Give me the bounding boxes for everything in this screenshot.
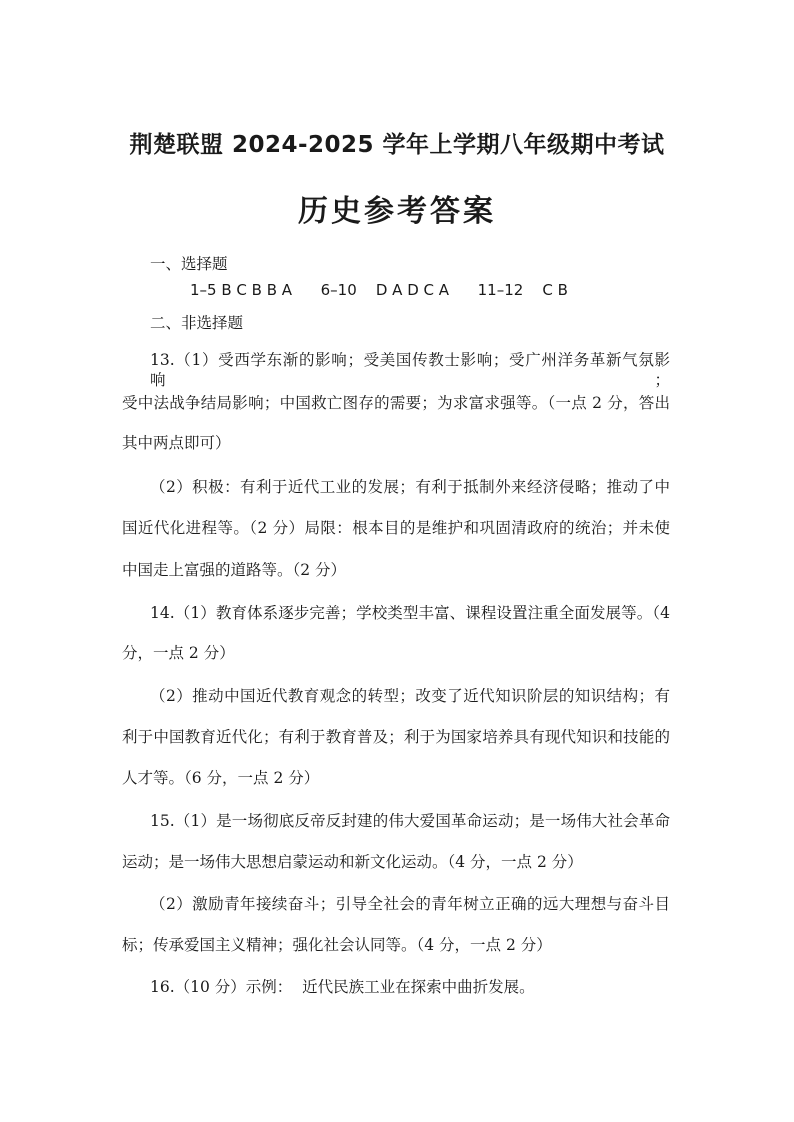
q14-part1-line1: 14.（1）教育体系逐步完善；学校类型丰富、课程设置注重全面发展等。（4 — [150, 604, 670, 622]
q13-part1-line1: 13.（1）受西学东渐的影响；受美国传教士影响；受广州洋务革新气氛影响； — [150, 351, 670, 389]
q16-line: 16.（10 分）示例： 近代民族工业在探索中曲折发展。 — [150, 978, 535, 996]
section-heading-choice: 一、选择题 — [150, 255, 228, 273]
q13-part2-line3: 中国走上富强的道路等。（2 分） — [122, 561, 347, 579]
q15-part1-line2: 运动；是一场伟大思想启蒙运动和新文化运动。（4 分，一点 2 分） — [122, 853, 583, 871]
q14-part2-line2: 利于中国教育近代化；有利于教育普及；利于为国家培养具有现代知识和技能的 — [122, 728, 670, 746]
q15-part2-line2: 标；传承爱国主义精神；强化社会认同等。（4 分，一点 2 分） — [122, 936, 552, 954]
q14-part1-line2: 分，一点 2 分） — [122, 644, 235, 662]
document-title: 荆楚联盟 2024-2025 学年上学期八年级期中考试 — [129, 132, 665, 158]
choice-answers: 1–5 B C B B A 6–10 D A D C A 11–12 C B — [190, 281, 568, 299]
document-subtitle: 历史参考答案 — [298, 194, 496, 229]
q13-part2-line1: （2）积极：有利于近代工业的发展；有利于抵制外来经济侵略；推动了中 — [150, 478, 670, 496]
q13-part1-line2: 受中法战争结局影响；中国救亡图存的需要；为求富求强等。（一点 2 分，答出 — [122, 394, 670, 412]
q13-part2-line2: 国近代化进程等。（2 分）局限：根本目的是维护和巩固清政府的统治；并未使 — [122, 519, 670, 537]
section-heading-nonchoice: 二、非选择题 — [150, 314, 244, 332]
q14-part2-line3: 人才等。（6 分，一点 2 分） — [122, 769, 320, 787]
q14-part2-line1: （2）推动中国近代教育观念的转型；改变了近代知识阶层的知识结构；有 — [150, 687, 670, 705]
q15-part1-line1: 15.（1）是一场彻底反帝反封建的伟大爱国革命运动；是一场伟大社会革命 — [150, 812, 670, 830]
q15-part2-line1: （2）激励青年接续奋斗；引导全社会的青年树立正确的远大理想与奋斗目 — [150, 895, 670, 913]
q13-part1-line3: 其中两点即可） — [122, 434, 231, 452]
